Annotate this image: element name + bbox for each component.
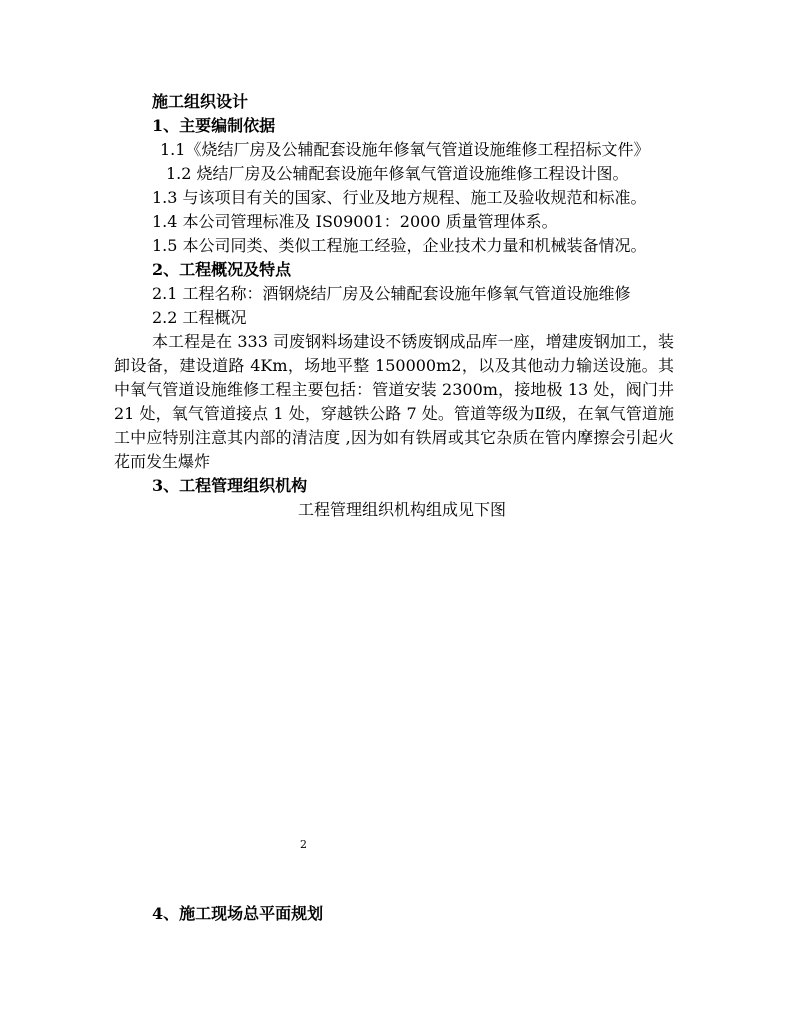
item-1-2: 1.2 烧结厂房及公辅配套设施年修氧气管道设施维修工程设计图。: [166, 164, 629, 183]
section2-heading: 2、工程概况及特点: [152, 260, 292, 279]
item-1-3: 1.3 与该项目有关的国家、行业及地方规程、施工及验收规范和标准。: [152, 188, 647, 207]
section3-caption: 工程管理组织机构组成见下图: [298, 500, 507, 519]
section1-heading: 1、主要编制依据: [152, 116, 276, 135]
item-2-1: 2.1 工程名称：酒钢烧结厂房及公辅配套设施年修氧气管道设施维修: [152, 284, 631, 303]
document-body: [114, 90, 674, 522]
page-number: 2: [300, 838, 307, 851]
item-1-1: 1.1《烧结厂房及公辅配套设施年修氧气管道设施维修工程招标文件》: [160, 140, 650, 159]
section3-heading: 3、工程管理组织机构: [152, 476, 308, 495]
item-2-2: 2.2 工程概况: [152, 308, 247, 327]
overview-paragraph: 本工程是在 333 司废钢料场建设不锈废钢成品库一座，增建废钢加工，装卸设备，建设道路 4Km，场地平整 150000m2，以及其他动力输送设施。其中氧气管道设施维修工程主要包括：管道安装 2300m，接地极 13 处，阀门井 21 处，氧气管道接点 1 处，穿越铁公路 7 处。管道等级为Ⅱ级，在氧气管道施工中应特别注意其内部的清洁度 ,因为如有铁屑或其它杂质在管内摩擦会引起火花而发生爆炸: [114, 332, 674, 471]
item-1-4: 1.4 本公司管理标准及 IS09001：2000 质量管理体系。: [152, 212, 558, 231]
document-title: 施工组织设计: [152, 92, 249, 111]
section4-heading: 4、施工现场总平面规划: [152, 904, 324, 923]
item-1-5: 1.5 本公司同类、类似工程施工经验，企业技术力量和机械装备情况。: [152, 236, 647, 255]
